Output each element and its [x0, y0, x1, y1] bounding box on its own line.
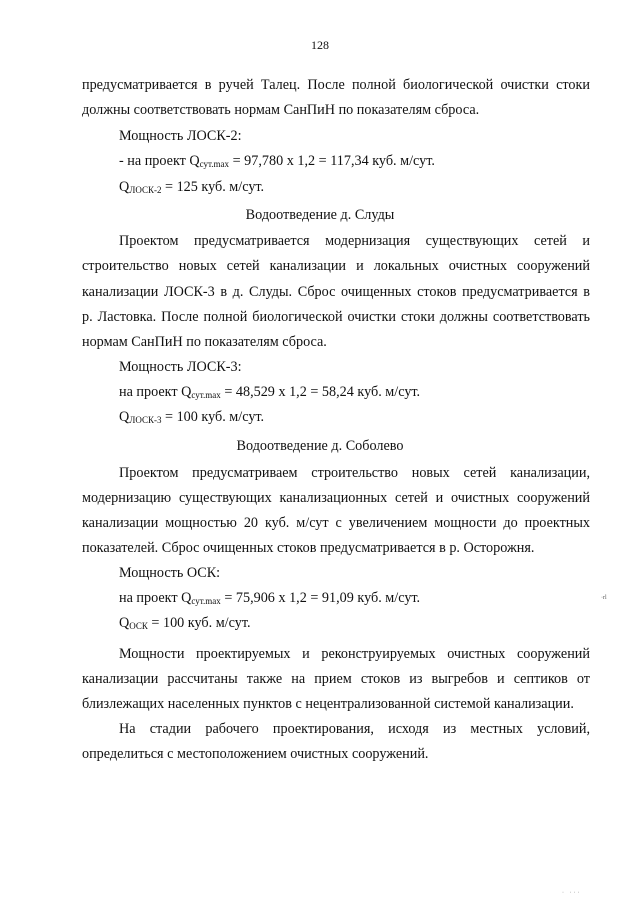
text-line: модернизацию существующих канализационных сетей и очистных сооружений	[82, 490, 590, 506]
formula-subscript: сут.max	[191, 596, 221, 606]
text-line: Мощность ЛОСК-3:	[119, 359, 242, 375]
text-line: канализации мощностью 20 куб. м/сут с увеличением мощности до проектных	[82, 515, 590, 531]
formula-text: Q	[119, 615, 130, 631]
text-line: Проектом предусматривается модернизация существующих сетей и	[119, 233, 590, 249]
text-line: строительство новых сетей канализации и локальных очистных сооружений	[82, 258, 590, 274]
text-line: близлежащих населенных пунктов с нецентрализованной системой канализации.	[82, 696, 574, 712]
formula-text: на проект Q	[119, 590, 192, 606]
formula-subscript: ЛОСК-2	[129, 185, 162, 195]
text-line: предусматривается в ручей Талец. После полной биологической очистки стоки	[82, 77, 590, 93]
formula-text: - на проект Q	[119, 153, 200, 169]
formula-text: = 100 куб. м/сут.	[147, 615, 251, 631]
formula-subscript: сут.max	[191, 390, 221, 400]
formula-text: на проект Q	[119, 384, 192, 400]
text-line: показателей. Сброс очищенных стоков предусматривается в р. Осторожня.	[82, 540, 535, 556]
formula-line	[119, 590, 420, 610]
text-line: На стадии рабочего проектирования, исходя из местных условий,	[119, 721, 590, 737]
text-line: Мощности проектируемых и реконструируемых очистных сооружений	[119, 646, 590, 662]
scan-mark: · ···	[562, 890, 582, 896]
text-line: Мощность ОСК:	[119, 565, 221, 581]
formula-line	[119, 409, 264, 429]
scan-mark: ·rl	[601, 595, 607, 601]
formula-text: = 100 куб. м/сут.	[161, 409, 265, 425]
text-line: Мощность ЛОСК-2:	[119, 128, 242, 144]
formula-subscript: сут.max	[199, 159, 230, 169]
formula-text: = 75,906 х 1,2 = 91,09 куб. м/сут.	[220, 590, 421, 606]
formula-line	[119, 153, 435, 173]
text-line: определиться с местоположением очистных сооружений.	[82, 746, 429, 762]
formula-text: Q	[119, 179, 130, 195]
formula-subscript: ОСК	[129, 621, 148, 631]
formula-line	[119, 384, 420, 404]
text-line: должны соответствовать нормам СанПиН по показателям сброса.	[82, 102, 480, 118]
formula-text: Q	[119, 409, 130, 425]
formula-subscript: ЛОСК-3	[129, 415, 162, 425]
formula-text: = 48,529 х 1,2 = 58,24 куб. м/сут.	[220, 384, 421, 400]
text-line: р. Ластовка. После полной биологической очистки стоки должны соответствовать	[82, 309, 590, 325]
formula-line	[119, 179, 264, 199]
formula-text: = 125 куб. м/сут.	[161, 179, 265, 195]
text-line: нормам СанПиН по показателям сброса.	[82, 334, 327, 350]
page-number: 128	[311, 38, 329, 52]
formula-line	[119, 615, 251, 635]
text-line: Проектом предусматриваем строительство новых сетей канализации,	[119, 465, 590, 481]
section-heading: Водоотведение д. Соболево	[236, 438, 404, 454]
text-line: канализации рассчитаны также на прием стоков из выгребов и септиков от	[82, 671, 590, 687]
formula-text: = 97,780 х 1,2 = 117,34 куб. м/сут.	[229, 153, 435, 169]
section-heading: Водоотведение д. Слуды	[245, 207, 395, 223]
text-line: канализации ЛОСК-3 в д. Слуды. Сброс очищенных стоков предусматривается в	[82, 284, 590, 300]
